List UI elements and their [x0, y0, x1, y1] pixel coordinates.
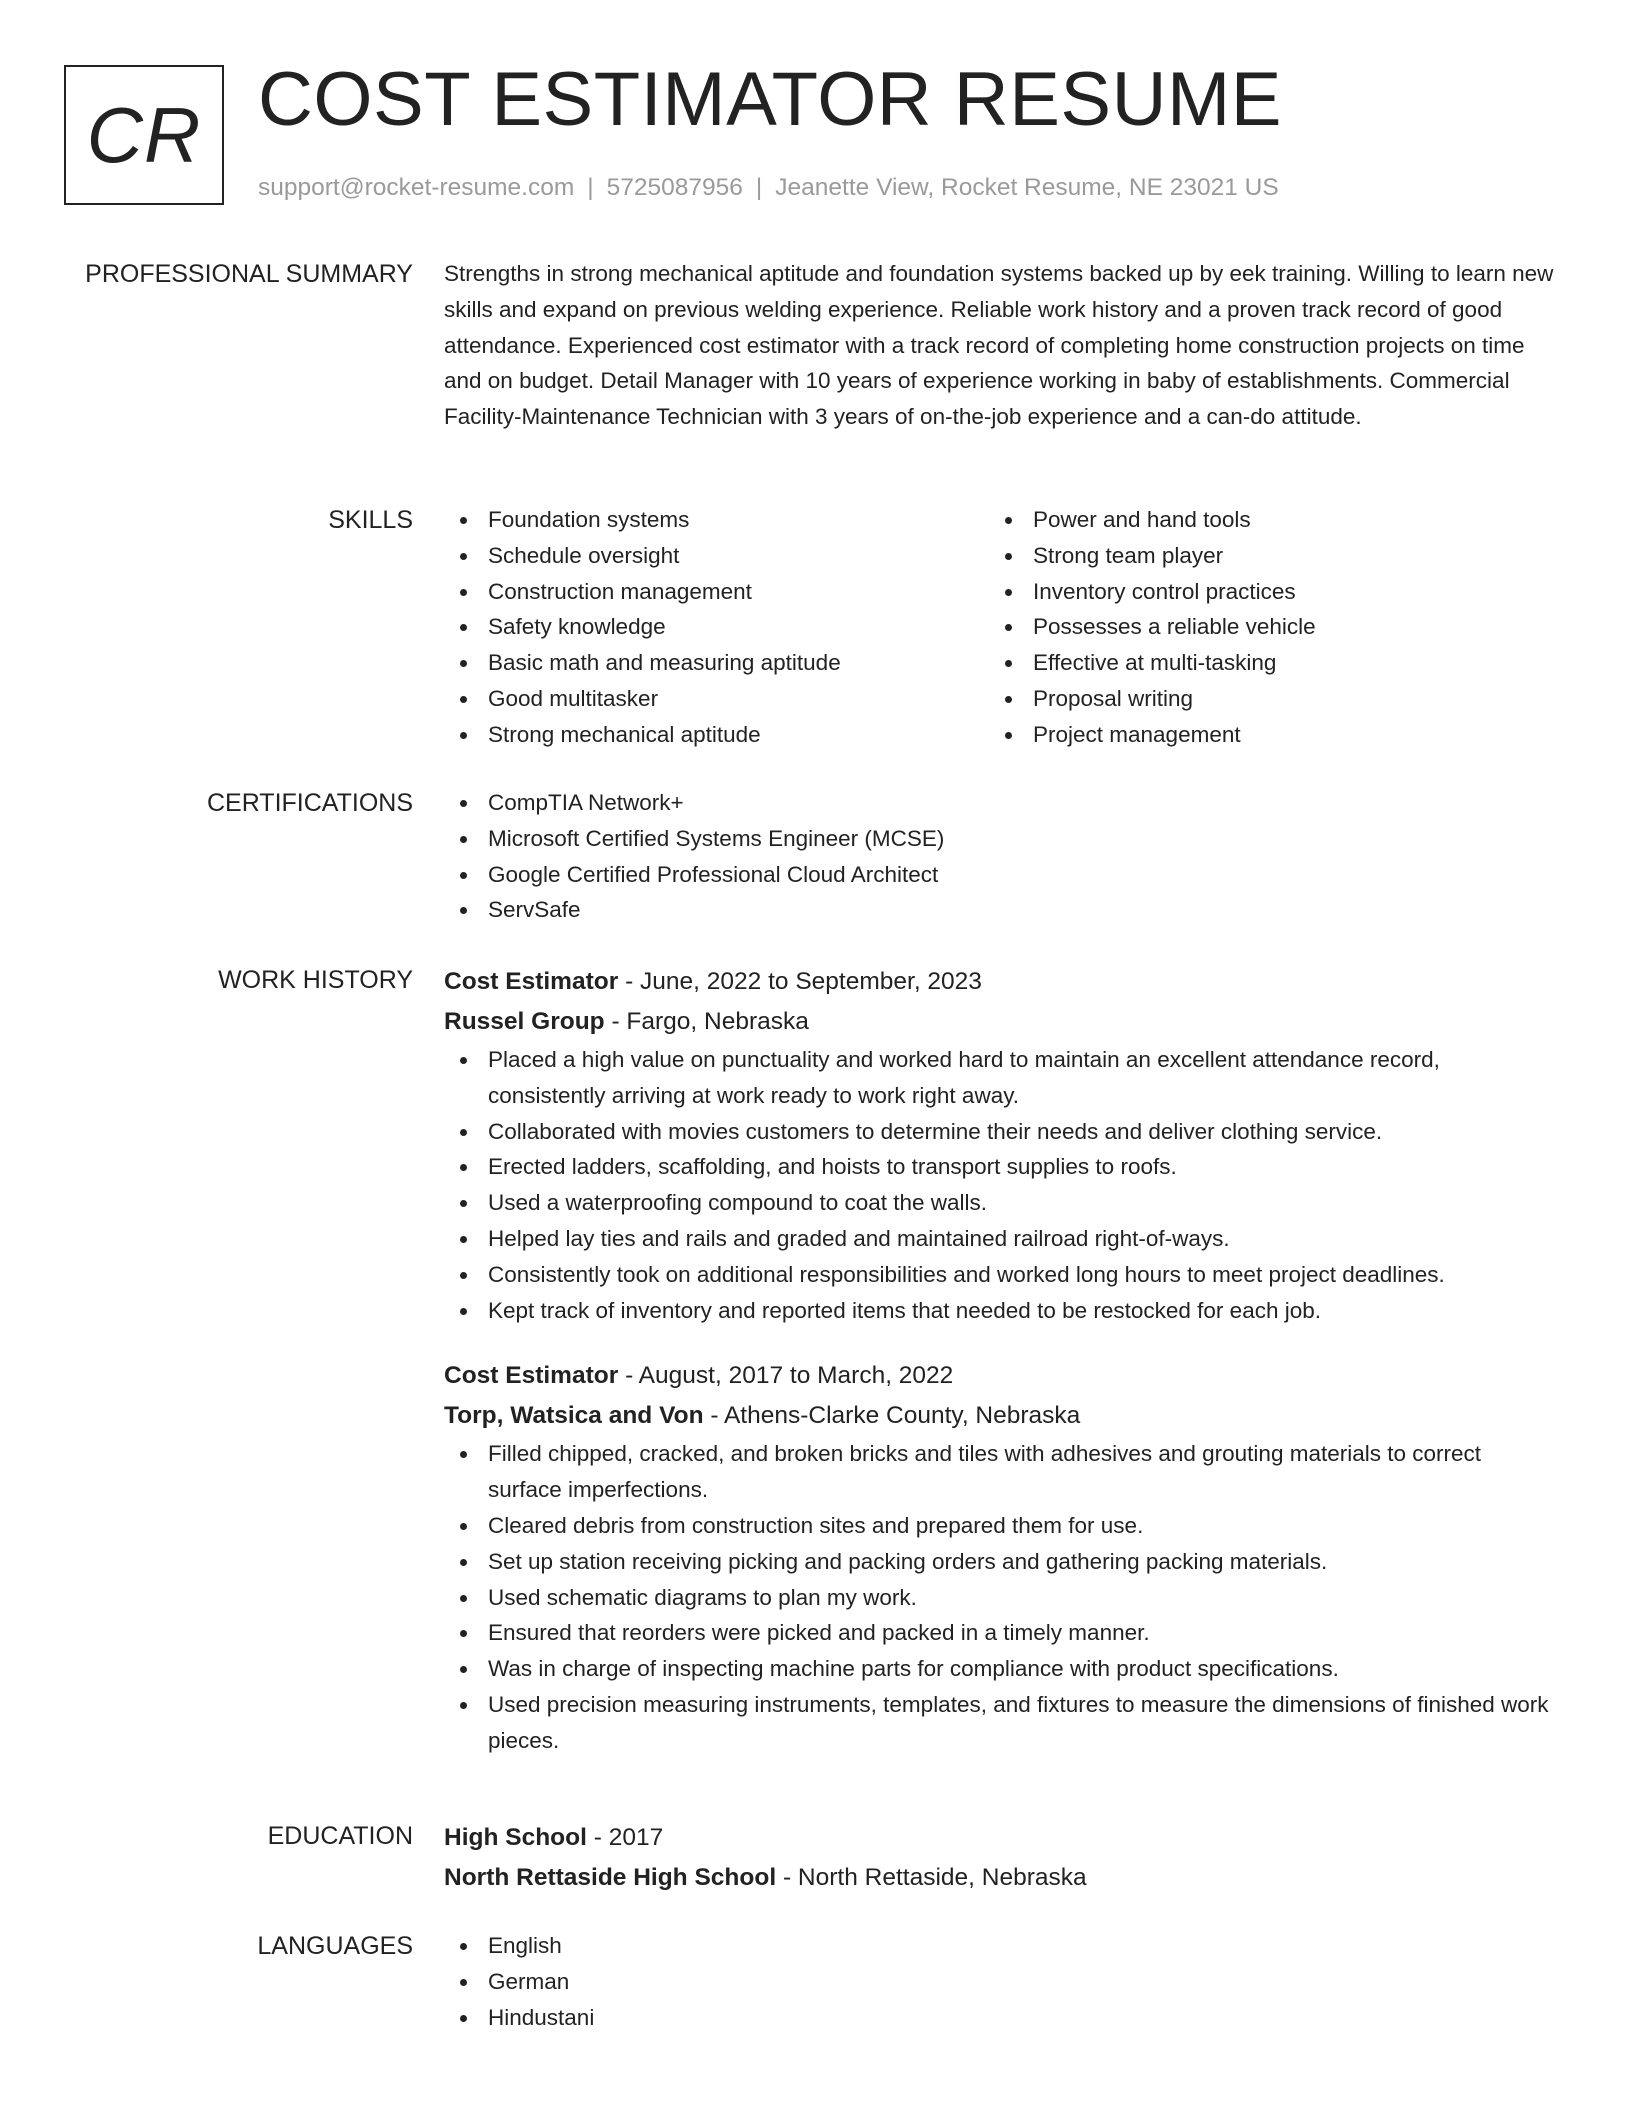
- job-title: Cost Estimator: [444, 968, 619, 995]
- job-dates: - June, 2022 to September, 2023: [618, 968, 982, 995]
- job-bullet: Set up station receiving picking and packing orders and gathering packing materials.: [444, 1544, 1560, 1580]
- summary-text: Strengths in strong mechanical aptitude and foundation systems backed up by eek training. Willing to learn new skills and expand on previous welding experience. Reliable work history and a proven track record of good attendance. Experienced cost estimator with a track record of completing home construction projects on time and on budget. Detail Manager with 10 years of experience working in baby of establishments. Commercial Facility-Maintenance Technician with 3 years of on-the-job experience and a can-do attitude.: [444, 261, 1554, 430]
- job-company: Torp, Watsica and Von: [444, 1402, 704, 1430]
- skill-item: Schedule oversight: [444, 538, 989, 574]
- certification-item: Microsoft Certified Systems Engineer (MCSE): [444, 821, 1560, 857]
- job-bullet: Kept track of inventory and reported items that needed to be restocked for each job.: [444, 1293, 1560, 1329]
- skills-list-left: [444, 502, 989, 753]
- section-label-work-history: WORK HISTORY: [218, 966, 413, 994]
- education-location: - North Rettaside, Nebraska: [776, 1864, 1087, 1891]
- skill-item: Strong mechanical aptitude: [444, 717, 989, 753]
- skill-item: Construction management: [444, 574, 989, 610]
- job-bullet: Erected ladders, scaffolding, and hoists to transport supplies to roofs.: [444, 1149, 1560, 1185]
- job-bullet: Cleared debris from construction sites and prepared them for use.: [444, 1508, 1560, 1544]
- skill-item: Basic math and measuring aptitude: [444, 645, 989, 681]
- job-bullet: Consistently took on additional responsibilities and worked long hours to meet project deadlines.: [444, 1257, 1560, 1293]
- job-bullet: Collaborated with movies customers to determine their needs and deliver clothing service.: [444, 1114, 1560, 1150]
- monogram-logo: [64, 65, 224, 205]
- skill-item: Strong team player: [989, 538, 1534, 574]
- skill-item: Effective at multi-tasking: [989, 645, 1534, 681]
- skills-body: [444, 502, 1560, 753]
- contact-address: Jeanette View, Rocket Resume, NE 23021 US: [775, 174, 1279, 201]
- job-title-line: [444, 962, 1560, 1002]
- education-degree: High School: [444, 1824, 587, 1851]
- certifications-body: [444, 785, 1560, 928]
- skill-item: Good multitasker: [444, 681, 989, 717]
- monogram-initials: CR: [86, 90, 202, 179]
- contact-email[interactable]: support@rocket-resume.com: [258, 174, 575, 201]
- section-label-education: EDUCATION: [267, 1822, 413, 1850]
- contact-separator: |: [587, 174, 594, 201]
- skills-list-right: [989, 502, 1534, 753]
- education-body: [444, 1818, 1560, 1898]
- job-company-line: [444, 1396, 1560, 1436]
- job-dates: - August, 2017 to March, 2022: [618, 1362, 954, 1390]
- language-item: Hindustani: [444, 2000, 1560, 2036]
- job-bullets: [444, 1436, 1560, 1758]
- contact-line: [258, 174, 1279, 202]
- education-school-line: [444, 1858, 1560, 1898]
- job-bullets: [444, 1042, 1560, 1328]
- job-bullet: Helped lay ties and rails and graded and maintained railroad right-of-ways.: [444, 1221, 1560, 1257]
- job-company: Russel Group: [444, 1008, 605, 1035]
- skill-item: Proposal writing: [989, 681, 1534, 717]
- job-title-line: [444, 1356, 1560, 1396]
- job-bullet: Filled chipped, cracked, and broken bricks and tiles with adhesives and grouting materials to correct surface imperfections.: [444, 1436, 1560, 1508]
- contact-phone[interactable]: 5725087956: [606, 174, 743, 201]
- language-item: German: [444, 1964, 1560, 2000]
- job-bullet: Used precision measuring instruments, templates, and fixtures to measure the dimensions of finished work pieces.: [444, 1687, 1560, 1759]
- certification-item: CompTIA Network+: [444, 785, 1560, 821]
- certification-item: Google Certified Professional Cloud Architect: [444, 857, 1560, 893]
- language-item: English: [444, 1928, 1560, 1964]
- job-bullet: Placed a high value on punctuality and worked hard to maintain an excellent attendance record, consistently arriving at work ready to work right away.: [444, 1042, 1560, 1114]
- skill-item: Power and hand tools: [989, 502, 1534, 538]
- education-school: North Rettaside High School: [444, 1864, 777, 1891]
- education-degree-line: [444, 1818, 1560, 1858]
- section-label-certifications: CERTIFICATIONS: [206, 789, 413, 817]
- certification-item: ServSafe: [444, 892, 1560, 928]
- section-label-skills: SKILLS: [328, 506, 413, 534]
- skill-item: Foundation systems: [444, 502, 989, 538]
- job-bullet: Ensured that reorders were picked and packed in a timely manner.: [444, 1615, 1560, 1651]
- skill-item: Project management: [989, 717, 1534, 753]
- languages-list: [444, 1928, 1560, 2035]
- resume-title: COST ESTIMATOR RESUME: [258, 57, 1282, 142]
- section-label-summary: PROFESSIONAL SUMMARY: [85, 260, 413, 288]
- job-location: - Athens-Clarke County, Nebraska: [703, 1402, 1081, 1430]
- job-title: Cost Estimator: [444, 1362, 619, 1390]
- skill-item: Inventory control practices: [989, 574, 1534, 610]
- skill-item: Safety knowledge: [444, 609, 989, 645]
- job-bullet: Used a waterproofing compound to coat the walls.: [444, 1185, 1560, 1221]
- languages-body: [444, 1928, 1560, 2035]
- skill-item: Possesses a reliable vehicle: [989, 609, 1534, 645]
- job-bullet: Was in charge of inspecting machine parts for compliance with product specifications.: [444, 1651, 1560, 1687]
- job-bullet: Used schematic diagrams to plan my work.: [444, 1580, 1560, 1616]
- job-entry: [444, 962, 1560, 1328]
- education-year: - 2017: [586, 1824, 664, 1851]
- job-company-line: [444, 1002, 1560, 1042]
- job-entry: [444, 1356, 1560, 1758]
- certifications-list: [444, 785, 1560, 928]
- job-location: - Fargo, Nebraska: [604, 1008, 809, 1035]
- summary-body: [444, 256, 1560, 435]
- work-history-body: [444, 962, 1560, 1759]
- section-label-languages: LANGUAGES: [257, 1932, 413, 1960]
- contact-separator: |: [755, 174, 763, 201]
